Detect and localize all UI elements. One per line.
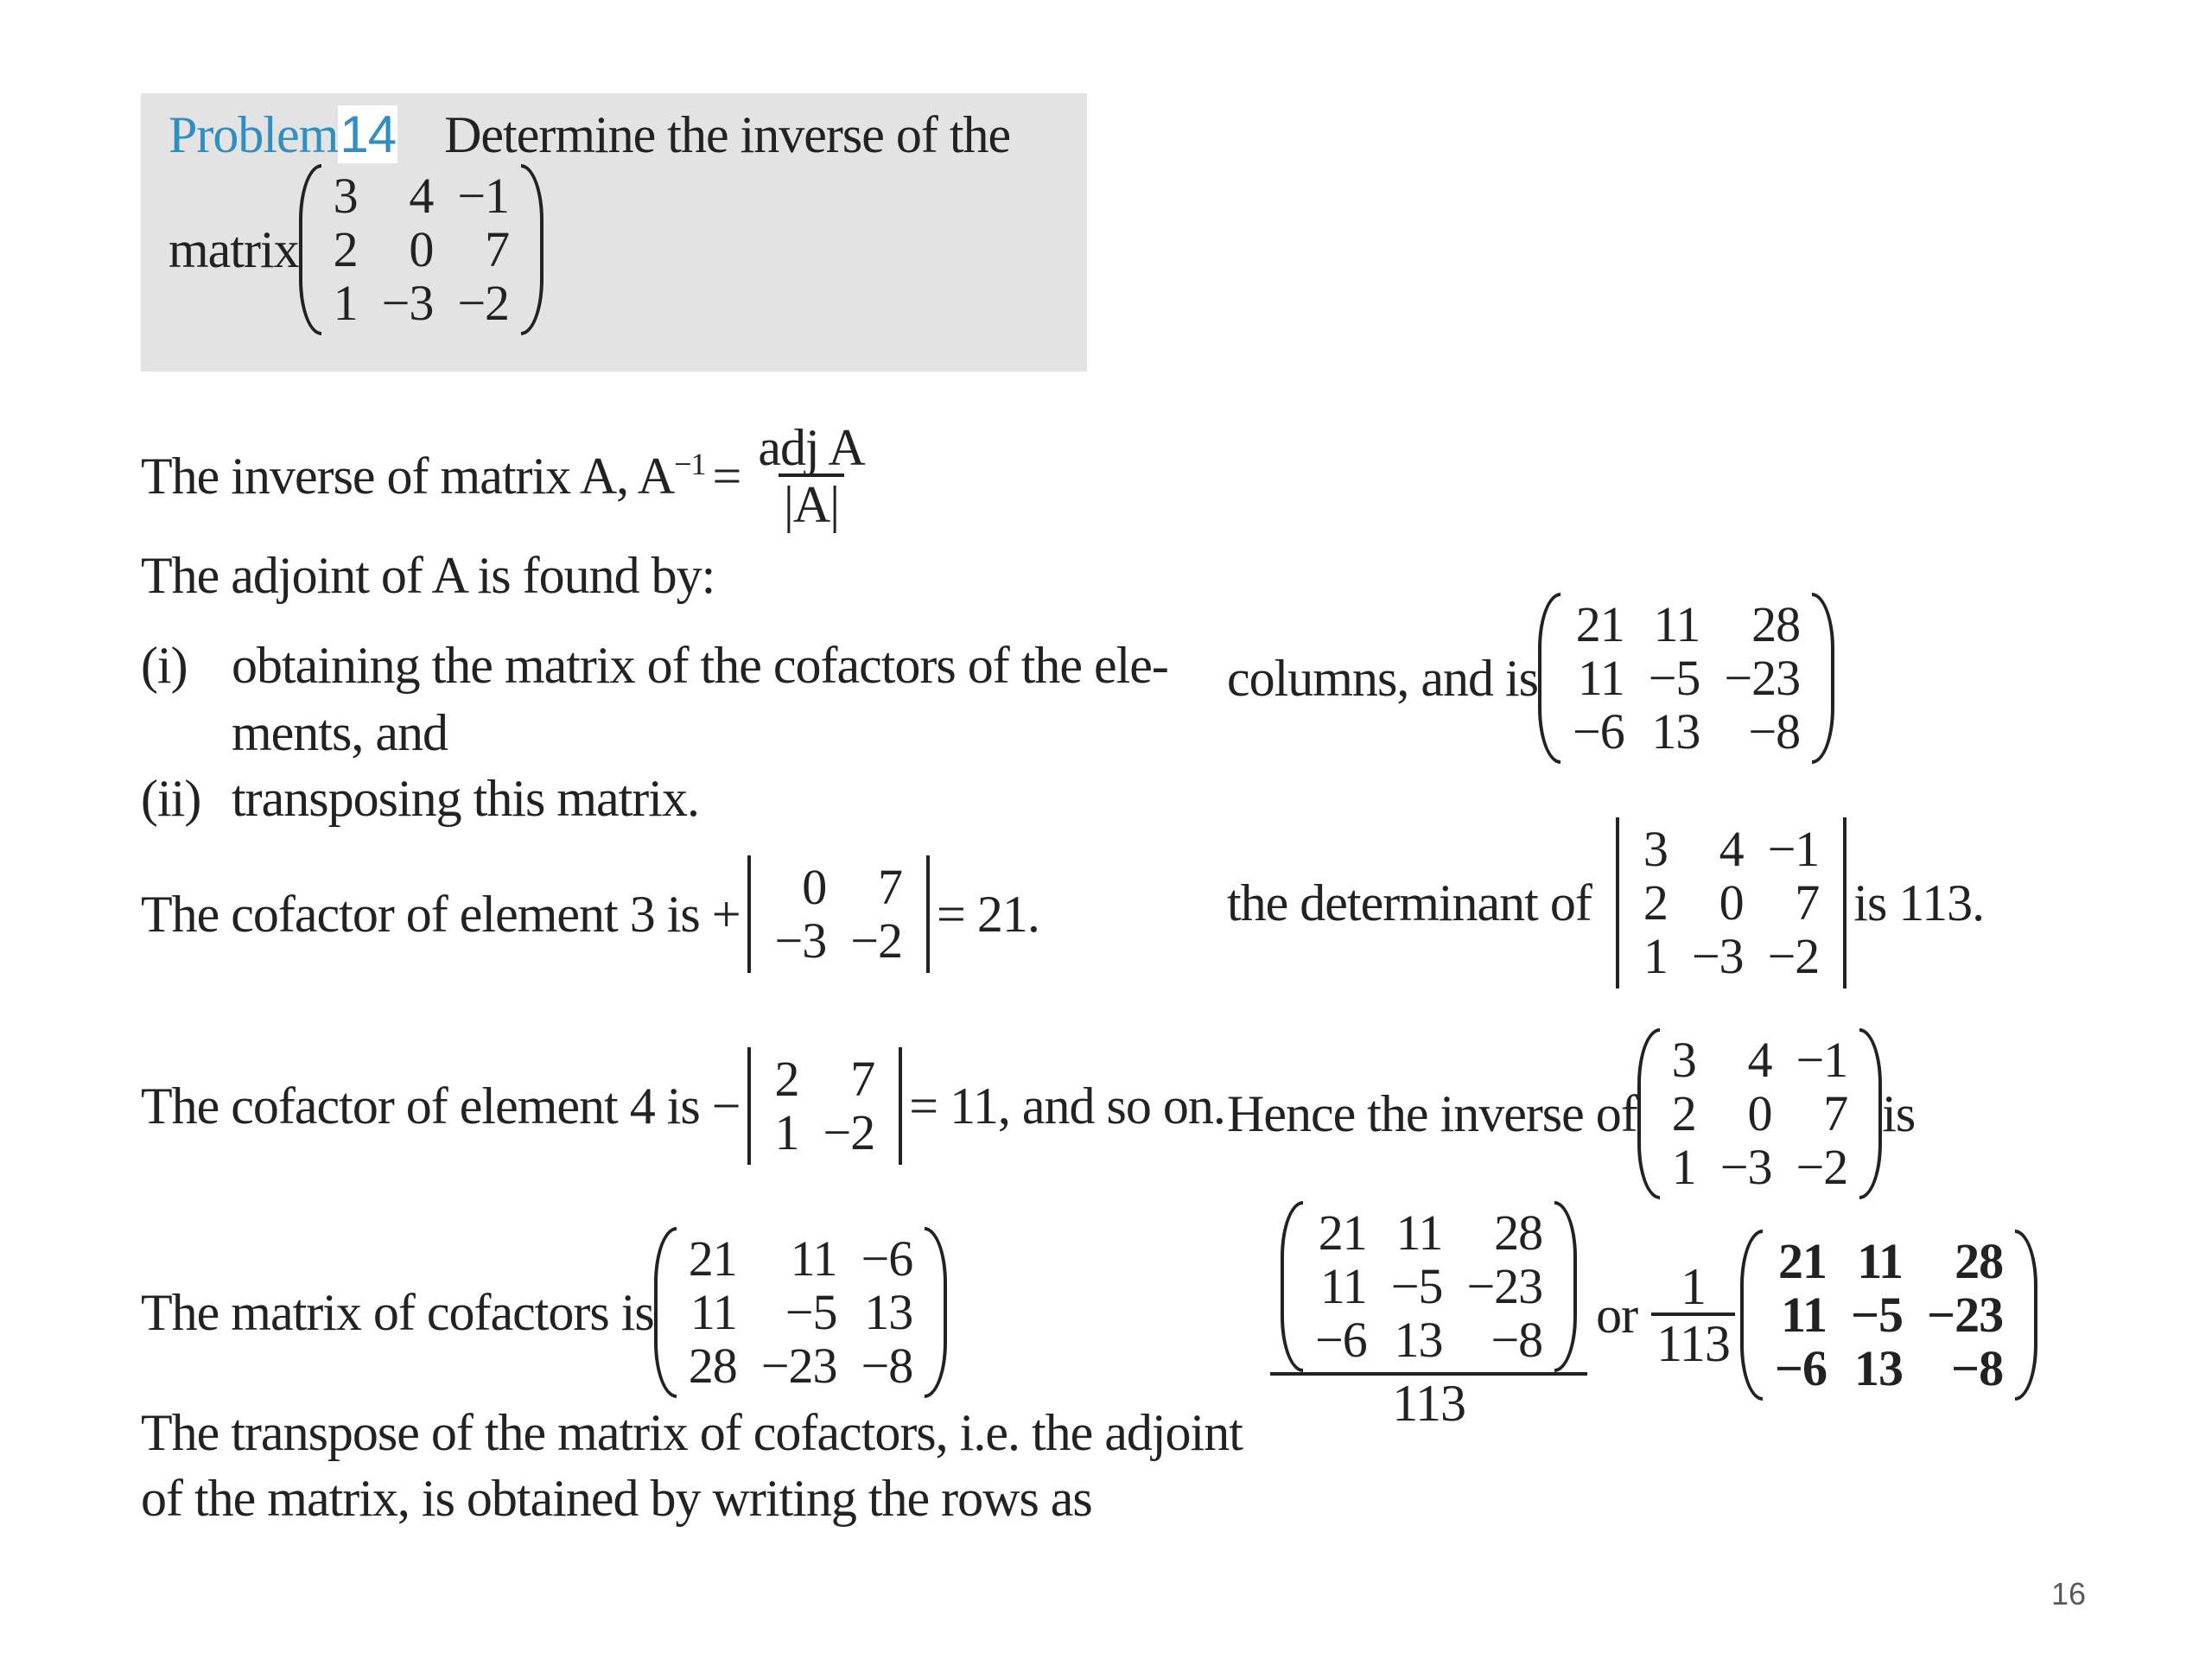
adj-fraction	[753, 419, 869, 533]
matrix-cell: −3	[774, 912, 827, 969]
matrix-cell: 11	[1781, 1287, 1827, 1343]
matrix-row	[1631, 823, 1831, 876]
matrix-cell: −6	[1572, 703, 1624, 760]
matrix-row	[677, 1232, 925, 1286]
determinant-suffix: is 113.	[1853, 874, 1985, 931]
matrix-row	[1763, 1235, 2015, 1288]
matrix-row	[1303, 1206, 1554, 1260]
matrix-cell: 28	[1494, 1205, 1543, 1261]
matrix-cell: −6	[861, 1230, 913, 1287]
determinant-matrix	[1609, 817, 1853, 988]
matrix-row	[1560, 652, 1812, 705]
matrix-row	[763, 1106, 887, 1160]
matrix-cell: 7	[485, 221, 510, 277]
matrix-cell: −3	[381, 275, 434, 331]
problem-matrix-line	[168, 164, 543, 335]
matrix-cell: 7	[850, 1051, 875, 1107]
matrix-cell: −6	[1315, 1312, 1367, 1368]
matrix-row	[1631, 930, 1831, 983]
matrix-row	[763, 861, 914, 914]
adjoint-matrix	[1538, 593, 1834, 764]
step-i-line2: ments, and	[232, 704, 448, 761]
columns-label: columns, and is	[1227, 650, 1538, 707]
matrix-cell: 3	[1643, 821, 1668, 877]
matrix-cell: 11	[790, 1230, 837, 1287]
matrix-cell: 0	[409, 221, 434, 277]
matrix-cell: 1	[333, 275, 358, 331]
adjoint-intro: The adjoint of A is found by:	[141, 547, 715, 604]
matrix-cell: 2	[1671, 1085, 1696, 1141]
cofactor-4-line	[141, 1047, 1225, 1165]
inverse-sup: −1	[674, 447, 706, 481]
hence-prefix: Hence the inverse of	[1227, 1085, 1637, 1142]
matrix-cell: 2	[1643, 874, 1668, 931]
matrix-cell: 0	[1747, 1085, 1772, 1141]
matrix-cell: 0	[1719, 874, 1744, 931]
matrix-cell: 3	[1671, 1032, 1696, 1088]
transpose-line1: The transpose of the matrix of cofactors, i.e. the adjoint	[141, 1404, 1243, 1461]
matrix-row	[1660, 1087, 1859, 1141]
transpose-line2: of the matrix, is obtained by writing the rows as	[141, 1470, 1092, 1527]
inverse-formula	[141, 419, 875, 533]
matrix-cell: −2	[1767, 928, 1820, 984]
matrix-cell: −3	[1719, 1139, 1772, 1195]
matrix-label: matrix	[168, 221, 299, 278]
matrix-row	[1660, 1033, 1859, 1087]
matrix-cell: 4	[1747, 1032, 1772, 1088]
matrix-cell: 2	[333, 221, 358, 277]
columns-line	[1227, 593, 1834, 764]
matrix-cell: 0	[802, 859, 827, 915]
problem-text: Determine the inverse of the	[444, 106, 1011, 163]
matrix-cell: −5	[1648, 650, 1700, 706]
matrix-row	[1763, 1342, 2015, 1395]
equals-sign: =	[712, 448, 741, 505]
matrix-cell: −8	[1491, 1312, 1543, 1368]
matrix-cell: −5	[1390, 1258, 1443, 1314]
matrix-row	[321, 276, 521, 330]
result-matrix	[1740, 1230, 2037, 1401]
hence-line	[1227, 1028, 1915, 1199]
matrix-cell: 21	[1777, 1233, 1827, 1289]
matrix-cell: 3	[333, 168, 358, 224]
problem-matrix	[299, 164, 543, 335]
matrix-cell: −6	[1774, 1340, 1827, 1396]
matrix-cell: −2	[850, 912, 902, 969]
matrix-cell: 7	[877, 859, 902, 915]
matrix-cell: 13	[1651, 703, 1700, 760]
matrix-cell: 11	[1319, 1258, 1367, 1314]
cofactor-3-suffix: = 21.	[936, 886, 1039, 943]
matrix-row	[321, 169, 521, 223]
adj-denominator: |A|	[779, 474, 844, 531]
matrix-cell: 7	[1795, 874, 1820, 931]
problem-header	[168, 105, 1011, 163]
matrix-cell: −23	[1466, 1258, 1543, 1314]
matrix-cell: 21	[1318, 1205, 1367, 1261]
matrix-row	[1763, 1288, 2015, 1342]
cofactor-3-determinant	[741, 855, 937, 973]
matrix-cell: 11	[690, 1284, 737, 1340]
matrix-cell: 11	[1395, 1205, 1443, 1261]
matrix-row	[1660, 1141, 1859, 1194]
matrix-row	[763, 914, 914, 968]
matrix-row	[1560, 705, 1812, 759]
matrix-cell: 1	[774, 1104, 799, 1160]
cofactor-4-determinant	[741, 1047, 910, 1165]
cofactor-3-line	[141, 855, 1039, 973]
adj-numerator: adj A	[758, 419, 865, 476]
cofactor-4-suffix: = 11, and so on.	[909, 1077, 1225, 1135]
matrix-row	[1560, 598, 1812, 652]
matrix-cell: −8	[1951, 1340, 2004, 1396]
matrix-cell: −5	[785, 1284, 837, 1340]
problem-number: 14	[340, 105, 397, 163]
matrix-cell: 28	[1751, 596, 1801, 652]
result-fraction	[1275, 1201, 1582, 1432]
matrix-cell: −1	[1767, 821, 1820, 877]
matrix-cell: 13	[1854, 1340, 1904, 1396]
matrix-cell: 13	[864, 1284, 913, 1340]
matrix-cell: −3	[1691, 928, 1744, 984]
matrix-cell: 11	[1653, 596, 1700, 652]
matrix-cell: 21	[688, 1230, 737, 1287]
step-ii-text: transposing this matrix.	[232, 770, 699, 827]
result-numerator-matrix	[1281, 1201, 1577, 1372]
matrix-cell: 11	[1577, 650, 1624, 706]
matrix-cell: 7	[1823, 1085, 1848, 1141]
result-denominator: 113	[1270, 1372, 1587, 1429]
matrix-cell: −2	[1796, 1139, 1848, 1195]
or-word: or	[1596, 1287, 1638, 1344]
hence-matrix	[1637, 1028, 1882, 1199]
matrix-cell: −8	[1748, 703, 1801, 760]
problem-label: Problem	[168, 106, 339, 163]
matrix-cell: 11	[1857, 1233, 1904, 1289]
step-i-marker: (i)	[141, 637, 188, 694]
matrix-cell: −1	[1796, 1032, 1848, 1088]
matrix-cell: 13	[1394, 1312, 1443, 1368]
matrix-cell: −5	[1850, 1287, 1904, 1343]
one-over-numerator: 1	[1681, 1258, 1707, 1315]
matrix-row	[1631, 876, 1831, 930]
matrix-row	[1303, 1260, 1554, 1313]
matrix-row	[677, 1286, 925, 1339]
cofactors-matrix	[654, 1227, 947, 1398]
matrix-cell: 4	[409, 168, 434, 224]
matrix-row	[763, 1052, 887, 1106]
matrix-cell: 21	[1575, 596, 1624, 652]
matrix-cell: −2	[823, 1104, 875, 1160]
matrix-cell: −23	[1724, 650, 1801, 706]
matrix-cell: 2	[774, 1051, 799, 1107]
determinant-line	[1227, 817, 1984, 988]
matrix-cell: −2	[457, 275, 510, 331]
matrix-row	[677, 1339, 925, 1393]
matrix-cell: 4	[1719, 821, 1744, 877]
matrix-cell: −23	[1927, 1287, 2004, 1343]
matrix-row	[321, 223, 521, 276]
matrix-cell: 28	[1955, 1233, 2004, 1289]
matrix-cell: −23	[760, 1338, 837, 1394]
cofactor-3-prefix: The cofactor of element 3 is +	[141, 886, 741, 943]
one-over-fraction	[1651, 1258, 1735, 1372]
matrix-row	[1303, 1313, 1554, 1367]
determinant-prefix: the determinant of	[1227, 874, 1592, 931]
cofactors-line	[141, 1227, 947, 1398]
matrix-cell: 28	[688, 1338, 737, 1394]
cofactor-4-prefix: The cofactor of element 4 is −	[141, 1077, 741, 1135]
result-line	[1270, 1201, 2037, 1432]
page-number: 16	[2051, 1576, 2087, 1611]
step-i-line1: obtaining the matrix of the cofactors of the ele-	[232, 637, 1168, 694]
cofactors-label: The matrix of cofactors is	[141, 1284, 654, 1341]
matrix-cell: −1	[457, 168, 510, 224]
step-ii-marker: (ii)	[141, 770, 201, 827]
matrix-cell: −8	[861, 1338, 913, 1394]
matrix-cell: 1	[1671, 1139, 1696, 1195]
hence-suffix: is	[1882, 1085, 1916, 1142]
matrix-cell: 1	[1643, 928, 1668, 984]
inverse-prefix: The inverse of matrix A, A	[141, 448, 675, 505]
one-over-denominator: 113	[1651, 1313, 1735, 1370]
